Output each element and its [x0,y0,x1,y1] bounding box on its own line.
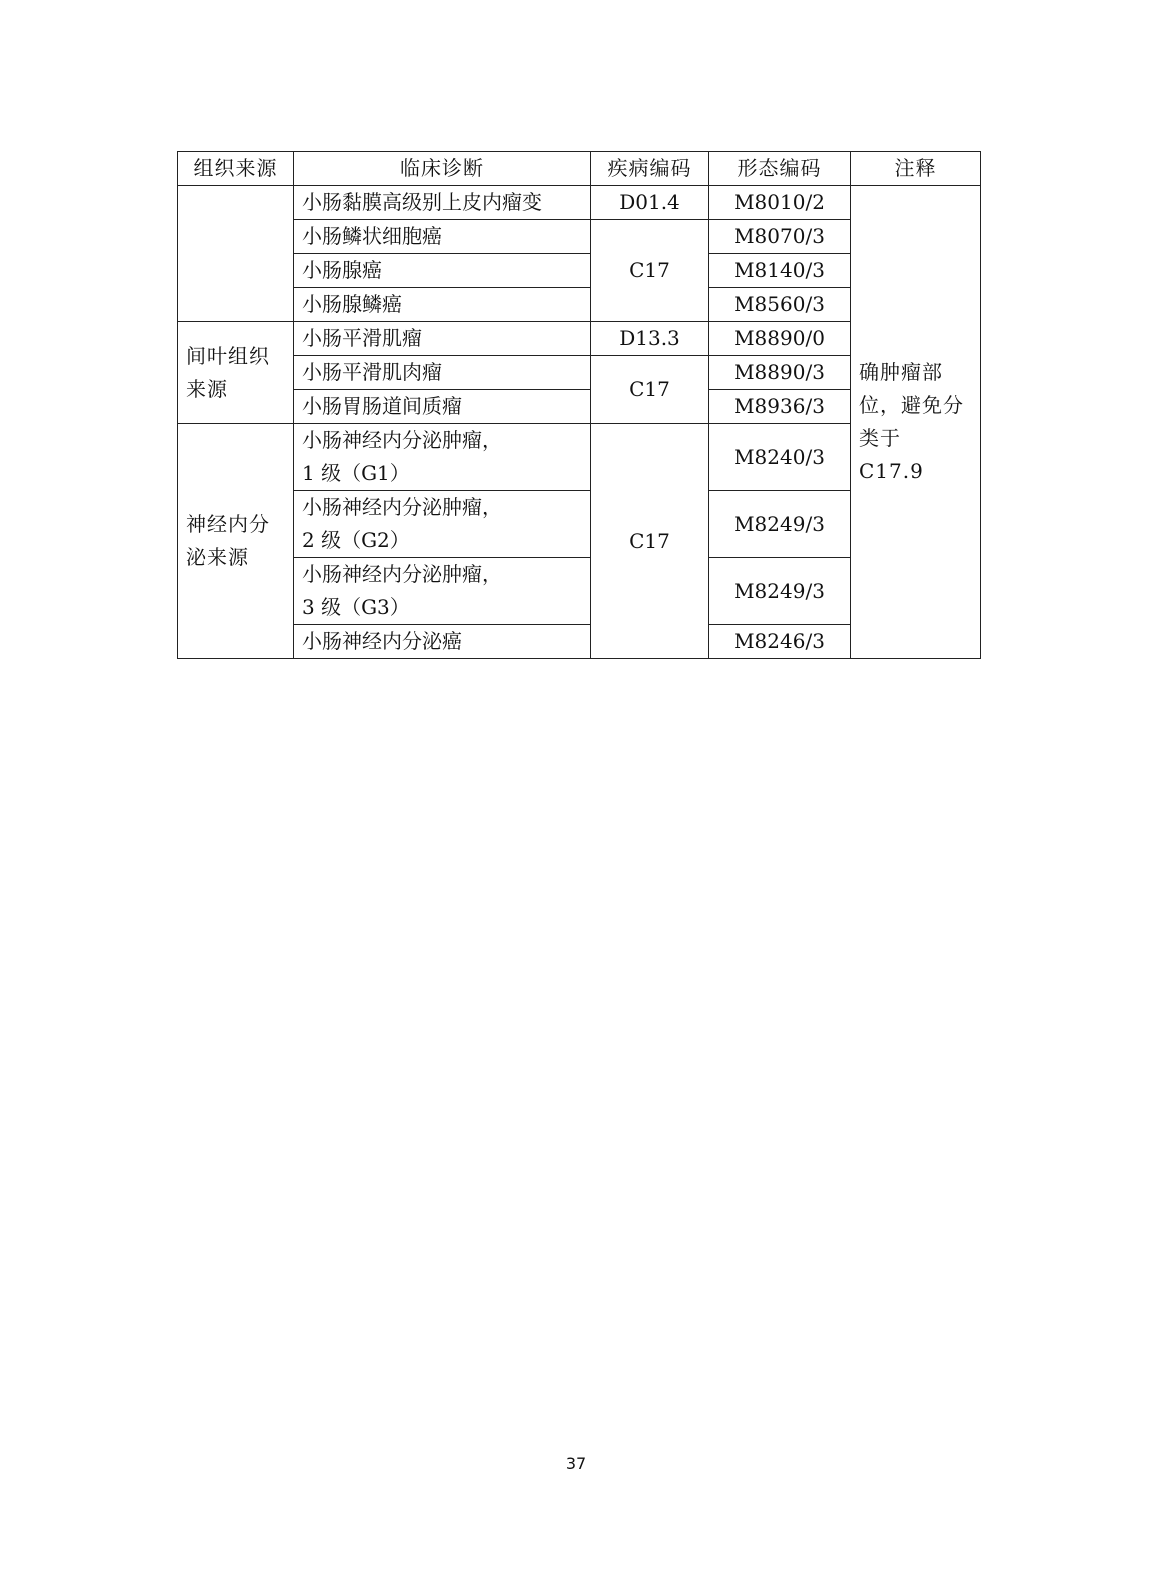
morphology-code-cell: M8936/3 [709,390,851,424]
diagnosis-cell: 小肠胃肠道间质瘤 [294,390,591,424]
diagnosis-line-1: 小肠神经内分泌肿瘤， [302,495,502,519]
tissue-origin-cell [178,186,294,322]
tissue-origin-cell: 间叶组织来源 [178,322,294,424]
morphology-code-cell: M8010/2 [709,186,851,220]
morphology-code-cell: M8249/3 [709,558,851,625]
tissue-origin-cell: 神经内分泌来源 [178,424,294,659]
morphology-code-cell: M8240/3 [709,424,851,491]
morphology-code-cell: M8560/3 [709,288,851,322]
header-morphology-code: 形态编码 [709,152,851,186]
diagnosis-line-1: 小肠神经内分泌肿瘤， [302,428,502,452]
diagnosis-cell: 小肠平滑肌瘤 [294,322,591,356]
diagnosis-cell: 小肠神经内分泌癌 [294,625,591,659]
disease-code-cell: D13.3 [591,322,709,356]
tumor-code-table [177,151,981,659]
morphology-code-cell: M8890/3 [709,356,851,390]
disease-code-cell: C17 [591,356,709,424]
header-note: 注释 [851,152,981,186]
diagnosis-line-2: 2 级（G2） [302,528,410,552]
diagnosis-cell [294,558,591,625]
morphology-code-cell: M8140/3 [709,254,851,288]
diagnosis-line-2: 3 级（G3） [302,595,410,619]
diagnosis-cell: 小肠平滑肌肉瘤 [294,356,591,390]
table-header-row [178,152,981,186]
diagnosis-cell: 小肠鳞状细胞癌 [294,220,591,254]
header-disease-code: 疾病编码 [591,152,709,186]
disease-code-cell: D01.4 [591,186,709,220]
diagnosis-cell [294,491,591,558]
morphology-code-cell: M8246/3 [709,625,851,659]
morphology-code-cell: M8070/3 [709,220,851,254]
note-cell: 确肿瘤部位，避免分类于 C17.9 [851,186,981,659]
header-clinical-diagnosis: 临床诊断 [294,152,591,186]
diagnosis-line-1: 小肠神经内分泌肿瘤， [302,562,502,586]
disease-code-cell: C17 [591,220,709,322]
morphology-code-cell: M8249/3 [709,491,851,558]
diagnosis-cell [294,424,591,491]
header-tissue-origin: 组织来源 [178,152,294,186]
disease-code-cell: C17 [591,424,709,659]
diagnosis-line-2: 1 级（G1） [302,461,410,485]
table-row [178,186,981,220]
morphology-code-cell: M8890/0 [709,322,851,356]
diagnosis-cell: 小肠腺鳞癌 [294,288,591,322]
diagnosis-cell: 小肠腺癌 [294,254,591,288]
page-number: 37 [565,1454,587,1473]
diagnosis-cell: 小肠黏膜高级别上皮内瘤变 [294,186,591,220]
